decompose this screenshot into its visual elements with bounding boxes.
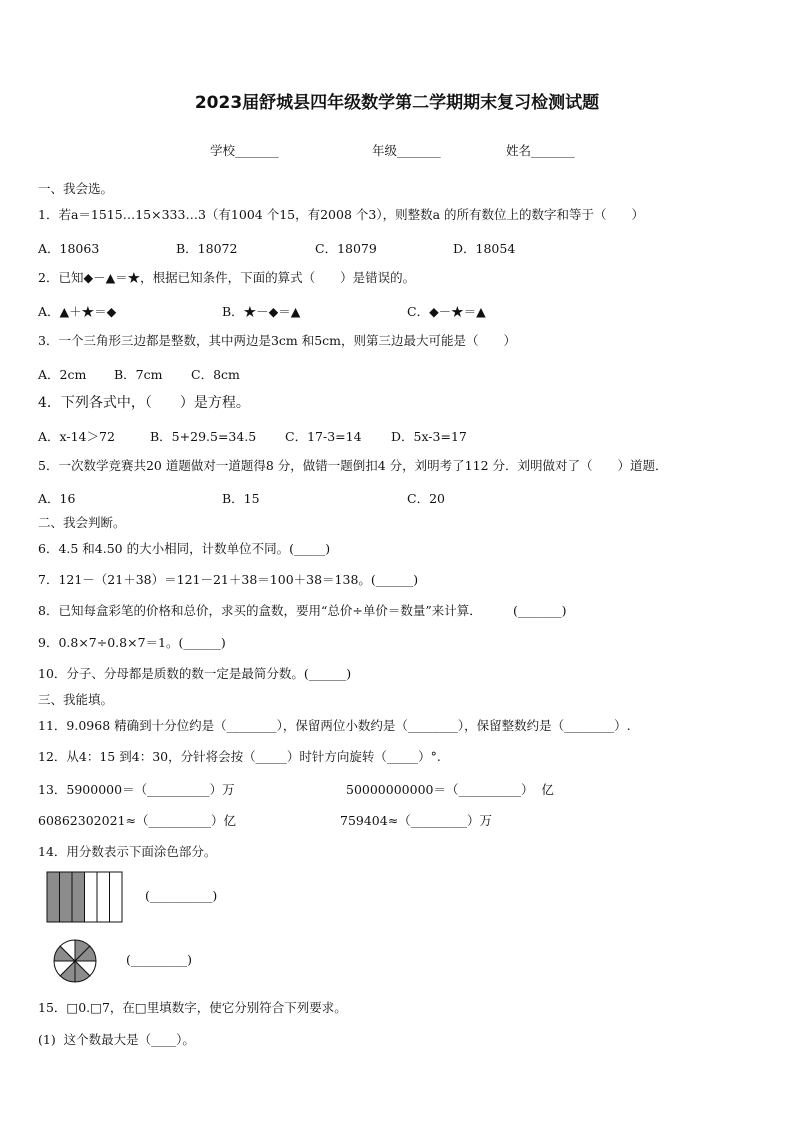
question-9: 9．0.8×7÷0.8×7＝1。(______) [38,635,226,650]
rectangle-cell [110,872,123,922]
question-15-sub-1: (1) 这个数最大是（____）。 [38,1032,195,1047]
name-field[interactable]: 姓名_______ [506,143,575,158]
question-8: 8．已知每盒彩笔的价格和总价，求买的盒数，要用“总价÷单价＝数量”来计算． (_______) [38,603,567,618]
section-title-judge: 二、我会判断。 [38,515,126,530]
question-14-blank-2[interactable]: (_________) [126,952,193,967]
question-3-stem: 3．一个三角形三边都是整数，其中两边是3cm 和5cm，则第三边最大可能是（ ） [38,333,517,348]
q5-option-a[interactable]: A．16 [38,491,76,506]
question-5-stem: 5．一次数学竞赛共20 道题做对一道题得8 分，做错一题倒扣4 分，刘明考了112 分．刘明做对了（ ）道题． [38,458,668,473]
q3-option-b[interactable]: B．7cm [114,367,163,382]
rectangle-cell [97,872,110,922]
rectangle-fraction-figure [46,871,123,923]
question-7: 7．121－（21＋38）＝121－21＋38＝100＋38＝138。(______) [38,572,419,587]
question-15-stem: 15．□0.□7，在□里填数字，使它分别符合下列要求。 [38,1000,347,1015]
circle-slices [54,940,96,982]
circle-fraction-figure [52,938,98,984]
page-title: 2023届舒城县四年级数学第二学期期末复习检测试题 [194,93,600,113]
question-13-d: 759404≈（_________）万 [340,813,492,828]
q1-option-a[interactable]: A．18063 [38,241,100,256]
question-6: 6．4.5 和4.50 的大小相同，计数单位不同。(_____) [38,541,331,556]
question-4-stem: 4．下列各式中，（ ）是方程。 [38,395,250,411]
q2-option-c[interactable]: C．◆－★＝▲ [407,304,486,319]
q2-option-b[interactable]: B．★－◆＝▲ [222,304,301,319]
q4-option-b[interactable]: B．5+29.5=34.5 [150,429,257,444]
rectangle-cell [60,872,73,922]
q5-option-b[interactable]: B．15 [222,491,260,506]
q4-option-c[interactable]: C．17-3=14 [285,429,362,444]
question-12: 12．从4：15 到4：30，分针将会按（_____）时针方向旋转（_____）°. [38,749,441,764]
q4-option-d[interactable]: D．5x-3=17 [391,429,467,444]
question-1-stem: 1．若a＝1515…15×333…3（有1004 个15，有2008 个3），则整数a 的所有数位上的数字和等于（ ） [38,207,645,222]
section-title-choose: 一、我会选。 [38,181,114,196]
grade-field[interactable]: 年级_______ [372,143,441,158]
q4-option-a[interactable]: A．x-14＞72 [38,429,115,444]
q1-option-c[interactable]: C．18079 [315,241,377,256]
question-11: 11．9.0968 精确到十分位约是（________），保留两位小数约是（________），保留整数约是（________）. [38,718,631,733]
q3-option-a[interactable]: A．2cm [38,367,87,382]
question-10: 10．分子、分母都是质数的数一定是最简分数。(______) [38,666,352,681]
q1-option-d[interactable]: D．18054 [453,241,516,256]
rectangle-cell [72,872,85,922]
section-title-fill: 三、我能填。 [38,692,114,707]
question-2-stem: 2．已知◆－▲＝★，根据已知条件，下面的算式（ ）是错误的。 [38,270,416,285]
question-14-blank-1[interactable]: (__________) [145,888,218,903]
question-13-b: 50000000000＝（__________） 亿 [346,782,554,797]
question-14-stem: 14．用分数表示下面涂色部分。 [38,844,217,859]
q5-option-c[interactable]: C．20 [407,491,445,506]
rectangle-cell [85,872,98,922]
q2-option-a[interactable]: A．▲＋★＝◆ [38,304,117,319]
school-field[interactable]: 学校_______ [210,143,279,158]
q1-option-b[interactable]: B．18072 [176,241,238,256]
rectangle-cell [47,872,60,922]
q3-option-c[interactable]: C．8cm [191,367,240,382]
question-13-c: 60862302021≈（__________）亿 [38,813,236,828]
question-13-a: 13．5900000＝（__________）万 [38,782,235,797]
rectangle-cells [47,872,122,922]
